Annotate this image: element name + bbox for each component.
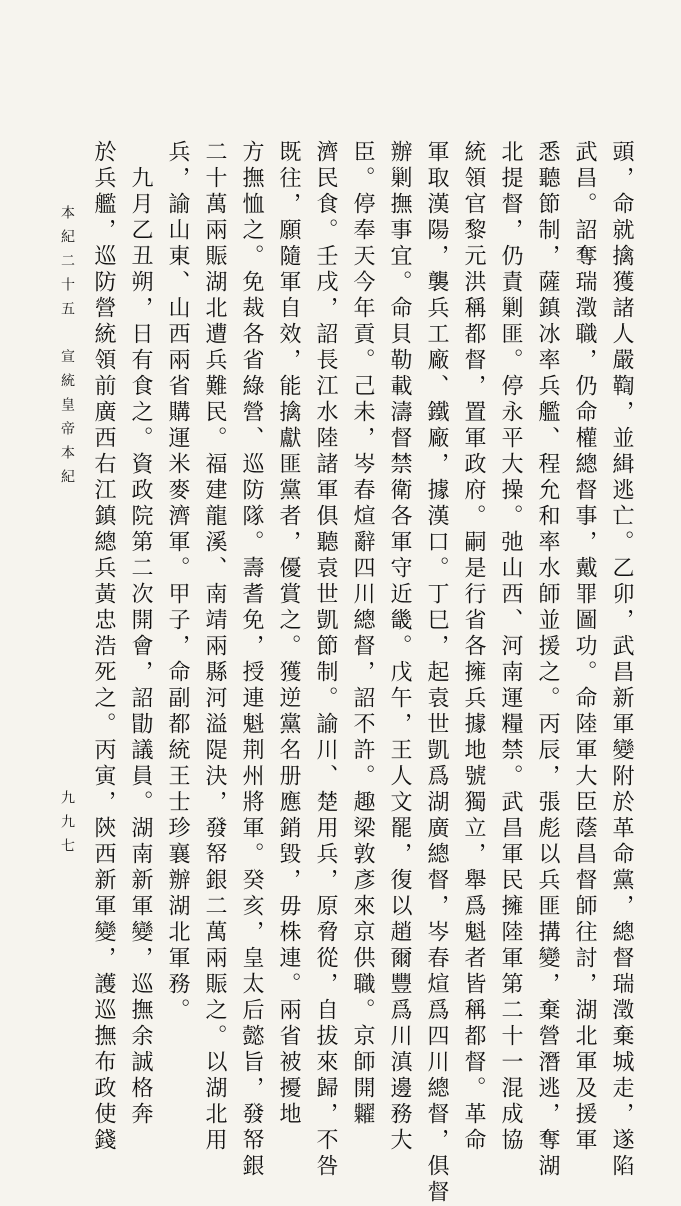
text-column: 頭，命就擒獲諸人嚴鞫，並緝逃亡。乙卯，武昌新軍變附於革命黨，總督瑞澂棄城走，遂陷	[609, 140, 634, 1180]
text-column: 既往，願隨軍自效，能擒獻匪黨者，優賞之。獲逆黨名册應銷毀，毋株連。兩省被擾地	[276, 140, 301, 1128]
text-column: 方撫恤之。免裁各省綠營、巡防隊。壽耆免，授連魁荆州將軍。癸亥，皇太后懿旨，發帑銀	[239, 140, 264, 1180]
text-column: 於兵艦，巡防營統領前廣西右江鎮總兵黃忠浩死之。丙寅，陝西新軍變，護巡撫布政使錢	[91, 140, 116, 1154]
text-column: 二十萬兩賑湖北遭兵難民。福建龍溪、南靖兩縣河溢隄決，發帑銀二萬兩賑之。以湖北用	[202, 140, 227, 1154]
text-column: 兵，諭山東、山西兩省購運米麥濟軍。甲子，命副都統王士珍襄辦湖北軍務。	[165, 140, 190, 1024]
text-column: 九月乙丑朔，日有食之。資政院第二次開會，詔勖議員。湖南新軍變，巡撫余誠格奔	[128, 166, 153, 1128]
text-column: 臣。停奉天今年貢。己未，岑春煊辭四川總督，詔不許。趣梁敦彥來京供職。京師開糶	[350, 140, 375, 1128]
text-column: 北提督，仍責剿匪。停永平大操。弛山西、河南運糧禁。武昌軍民擁陸軍第二十一混成協	[498, 140, 523, 1154]
running-title: 本紀二十五 宣統皇帝本紀	[59, 205, 75, 493]
text-column: 武昌。詔奪瑞澂職，仍命權總督事，戴罪圖功。命陸軍大臣蔭昌督師往討，湖北軍及援軍	[572, 140, 597, 1154]
text-column: 統領官黎元洪稱都督，置軍政府。嗣是行省各擁兵據地號獨立，舉爲魁者皆稱都督。革命	[461, 140, 486, 1154]
text-column: 濟民食。壬戌，詔長江水陸諸軍俱聽袁世凱節制。諭川、楚用兵，原脅從，自拔來歸，不咎	[313, 140, 338, 1180]
text-column: 軍取漢陽，襲兵工廠、鐵廠，據漢口。丁巳，起袁世凱爲湖廣總督，岑春煊爲四川總督，俱督	[424, 140, 449, 1206]
page-number: 九九七	[59, 790, 75, 862]
text-column: 悉聽節制，薩鎮冰率兵艦、程允和率水師並援之。丙辰，張彪以兵匪搆變，棄營潛逃，奪湖	[535, 140, 560, 1180]
text-column: 辦剿撫事宜。命貝勒載濤督禁衛各軍守近畿。戊午，王人文罷，復以趙爾豐爲川滇邊務大	[387, 140, 412, 1154]
